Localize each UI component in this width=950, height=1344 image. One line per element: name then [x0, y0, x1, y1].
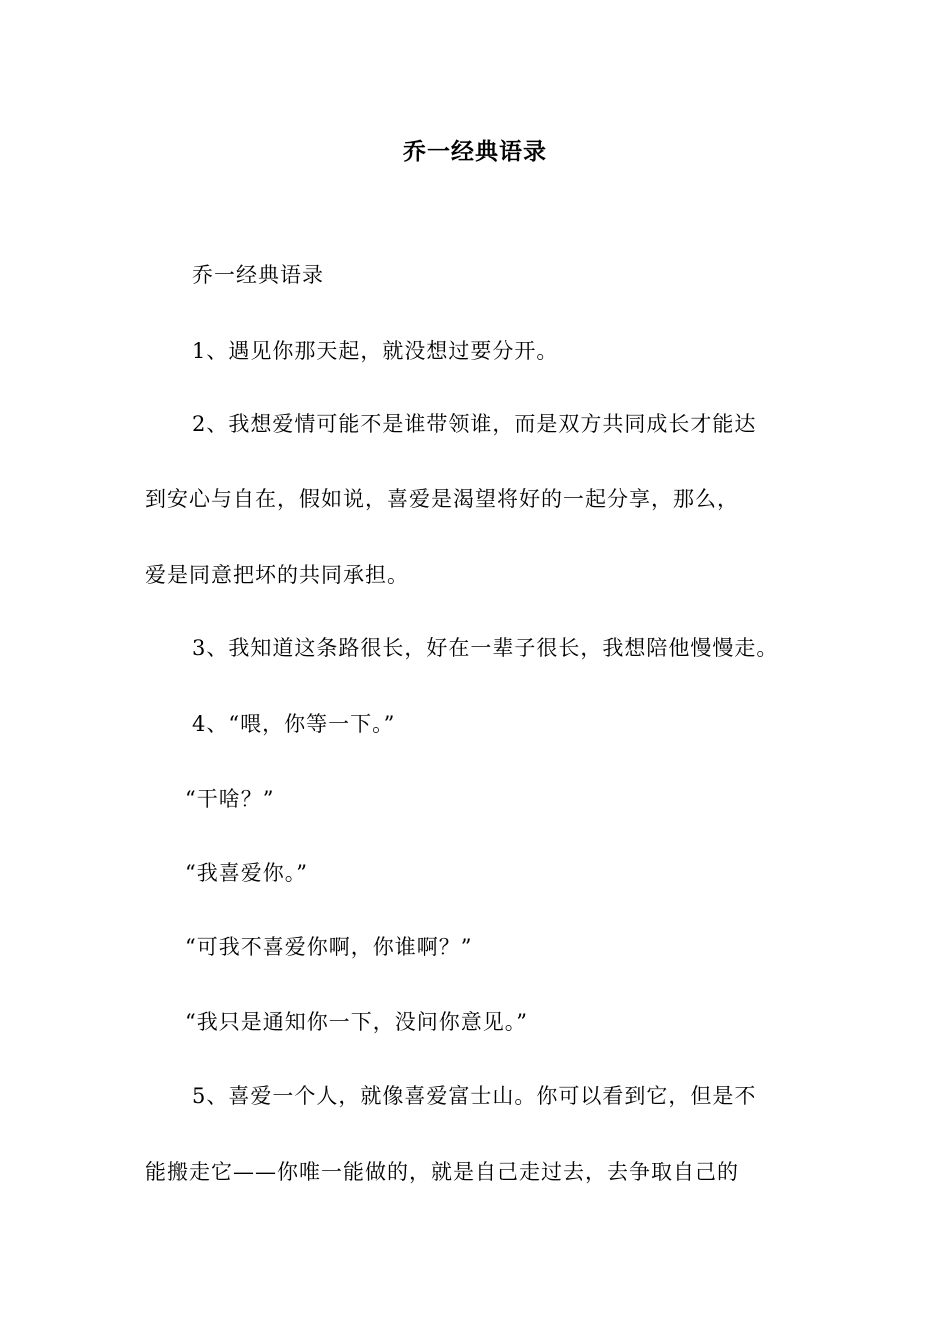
- dialogue-line: “我喜爱你。”: [185, 861, 308, 885]
- paragraph-line: 到安心与自在，假如说，喜爱是渴望将好的一起分享，那么，: [145, 487, 739, 511]
- paragraph-line: 4、“喂，你等一下。”: [192, 712, 396, 736]
- paragraph-line: 3、我知道这条路很长，好在一辈子很长，我想陪他慢慢走。: [192, 636, 779, 660]
- paragraph-line: 2、我想爱情可能不是谁带领谁，而是双方共同成长才能达: [192, 412, 757, 436]
- paragraph-line: 爱是同意把坏的共同承担。: [145, 563, 409, 587]
- document-title: 乔一经典语录: [403, 138, 547, 165]
- dialogue-line: “干啥？”: [185, 787, 275, 811]
- dialogue-line: “我只是通知你一下，没问你意见。”: [185, 1010, 528, 1034]
- paragraph-line: 能搬走它——你唯一能做的，就是自己走过去，去争取自己的: [145, 1160, 739, 1184]
- paragraph-heading: 乔一经典语录: [192, 263, 324, 287]
- dialogue-line: “可我不喜爱你啊，你谁啊？”: [185, 935, 473, 959]
- paragraph-line: 1、遇见你那天起，就没想过要分开。: [192, 339, 559, 363]
- paragraph-line: 5、喜爱一个人，就像喜爱富士山。你可以看到它，但是不: [192, 1084, 757, 1108]
